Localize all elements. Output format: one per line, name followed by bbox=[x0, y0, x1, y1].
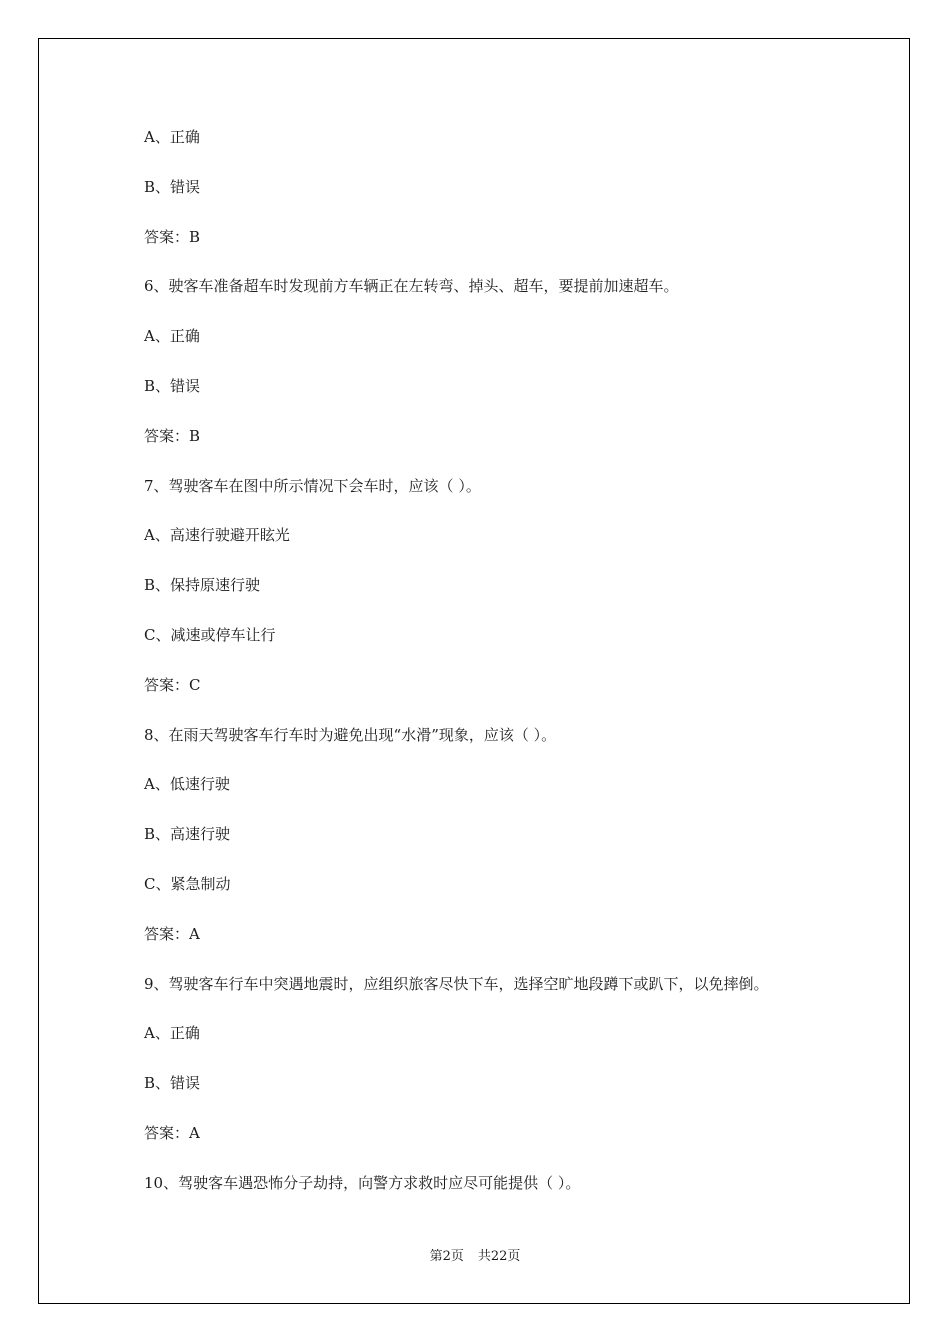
option-a: A、正确 bbox=[144, 327, 200, 346]
question-10: 10、驾驶客车遇恐怖分子劫持，向警方求救时应尽可能提供（ ）。 bbox=[144, 1173, 581, 1192]
option-b: B、高速行驶 bbox=[144, 825, 231, 844]
option-a: A、高速行驶避开眩光 bbox=[144, 526, 290, 545]
option-a: A、低速行驶 bbox=[144, 775, 230, 794]
document-body bbox=[144, 127, 844, 1223]
page-footer bbox=[0, 1248, 950, 1266]
answer: 答案：A bbox=[144, 924, 200, 943]
option-a: A、正确 bbox=[144, 1024, 200, 1043]
page-number: 第2页 bbox=[429, 1249, 464, 1264]
option-a: A、正确 bbox=[144, 128, 200, 146]
option-b: B、错误 bbox=[144, 1074, 201, 1093]
question-7: 7、驾驶客车在图中所示情况下会车时，应该（ ）。 bbox=[144, 476, 481, 495]
answer: 答案：B bbox=[144, 227, 201, 246]
question-6: 6、驶客车准备超车时发现前方车辆正在左转弯、掉头、超车，要提前加速超车。 bbox=[144, 277, 679, 296]
option-c: C、紧急制动 bbox=[144, 874, 231, 893]
answer: 答案：A bbox=[144, 1123, 200, 1142]
option-b: B、错误 bbox=[144, 376, 201, 395]
option-c: C、减速或停车让行 bbox=[144, 625, 276, 644]
question-8: 8、在雨天驾驶客车行车时为避免出现“水滑”现象，应该（ ）。 bbox=[144, 725, 557, 744]
question-9: 9、驾驶客车行车中突遇地震时，应组织旅客尽快下车，选择空旷地段蹲下或趴下，以免摔倒。 bbox=[144, 974, 769, 993]
answer: 答案：B bbox=[144, 426, 201, 445]
option-b: B、保持原速行驶 bbox=[144, 576, 261, 595]
option-b: B、错误 bbox=[144, 177, 201, 196]
page-total: 共22页 bbox=[477, 1249, 521, 1264]
answer: 答案：C bbox=[144, 675, 201, 694]
